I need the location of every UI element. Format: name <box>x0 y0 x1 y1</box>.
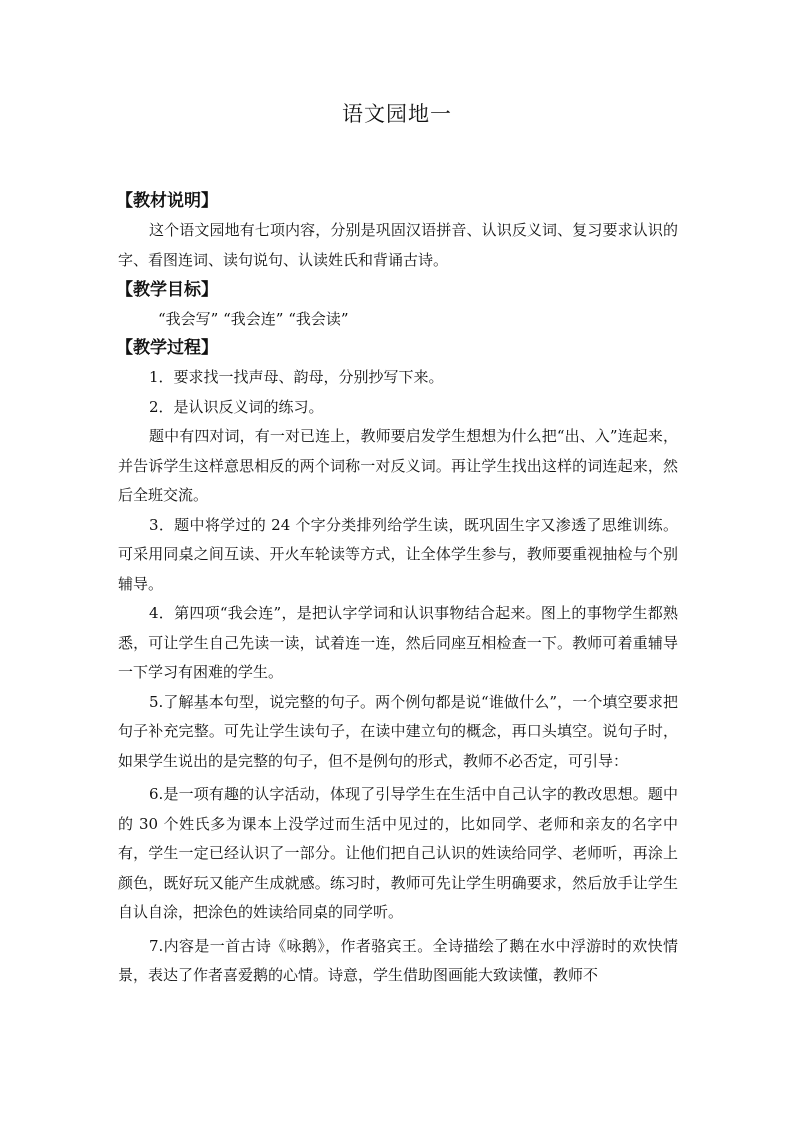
process-item-2: 2．是认识反义词的练习。 <box>149 397 324 416</box>
process-item-1: 1．要求找一找声母、韵母，分别抄写下来。 <box>149 368 444 386</box>
process-item-2-detail: 题中有四对词，有一对已连上，教师要启发学生想想为什么把“出、入”连起来，并告诉学生这样意思相反的两个词称一对反义词。再让学生找出这样的词连起来，然后全班交流。 <box>118 427 678 504</box>
document-body <box>118 186 678 991</box>
process-item-4: 4．第四项“我会连”，是把认字学词和认识事物结合起来。图上的事物学生都熟悉，可让学生自己先读一读，试着连一连，然后同座互相检查一下。教师可着重辅导一下学习有困难的学生。 <box>118 604 678 681</box>
goals-line: “我会写” “我会连” “我会读” <box>158 310 349 328</box>
materials-paragraph: 这个语文园地有七项内容，分别是巩固汉语拼音、认识反义词、复习要求认识的字、看图连词、读句说句、认读姓氏和背诵古诗。 <box>118 221 678 269</box>
section-heading-materials: 【教材说明】 <box>116 191 218 211</box>
process-item-7: 7.内容是一首古诗《咏鹅》，作者骆宾王。全诗描绘了鹅在水中浮游时的欢快情景，表达了作者喜爱鹅的心情。诗意，学生借助图画能大致读懂，教师不 <box>118 936 678 984</box>
process-item-3: 3．题中将学过的 24 个字分类排列给学生读，既巩固生字又渗透了思维训练。可采用同桌之间互读、开火车轮读等方式，让全体学生参与，教师要重视抽检与个别辅导。 <box>118 515 678 593</box>
process-item-5: 5.了解基本句型，说完整的句子。两个例句都是说“谁做什么”，一个填空要求把句子补充完整。可先让学生读句子，在读中建立句的概念，再口头填空。说句子时，如果学生说出的是完整的句子，但不是例句的形式，教师不必否定，可引导： <box>118 692 678 770</box>
process-item-6: 6.是一项有趣的认字活动，体现了引导学生在生活中自己认字的教改思想。题中的 30 个姓氏多为课本上没学过而生活中见过的，比如同学、老师和亲友的名字中有，学生一定已经认识了一部分。让他们把自己认识的姓读给同学、老师听，再涂上颜色，既好玩又能产生成就感。练习时，教师可先让学生明确要求，然后放手让学生自认自涂，把涂色的姓读给同桌的同学听。 <box>118 785 678 921</box>
section-heading-process: 【教学过程】 <box>116 338 218 358</box>
document-title: 语文园地一 <box>342 102 452 126</box>
section-heading-goals: 【教学目标】 <box>116 280 218 300</box>
